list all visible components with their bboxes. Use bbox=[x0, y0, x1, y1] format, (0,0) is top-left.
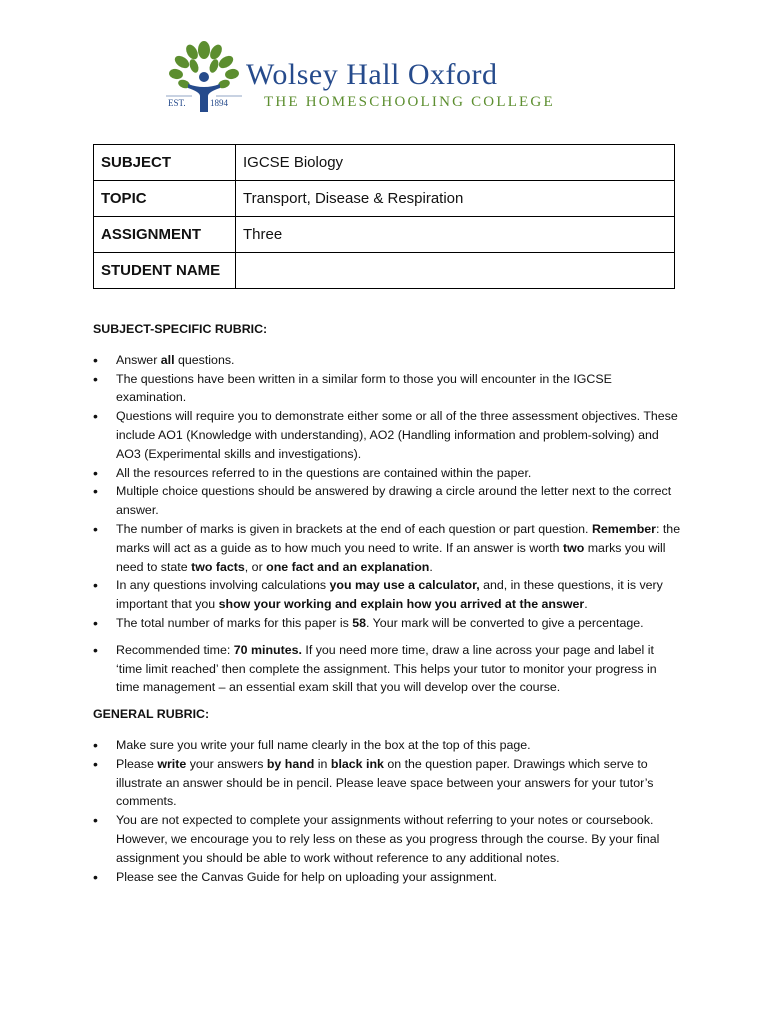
table-row-subject bbox=[94, 145, 675, 181]
topic-label: TOPIC bbox=[94, 181, 236, 217]
student-name-label: STUDENT NAME bbox=[94, 253, 236, 289]
table-row-assignment bbox=[94, 217, 675, 253]
wolsey-hall-logo bbox=[162, 40, 612, 116]
general-rubric-list bbox=[93, 736, 683, 886]
list-item: • Please see the Canvas Guide for help on uploading your assignment. bbox=[93, 868, 683, 887]
table-row-topic bbox=[94, 181, 675, 217]
assignment-label: ASSIGNMENT bbox=[94, 217, 236, 253]
logo-tagline: THE HOMESCHOOLING COLLEGE bbox=[264, 94, 555, 110]
list-item: • All the resources referred to in the questions are contained within the paper. bbox=[93, 464, 683, 483]
list-item: • The total number of marks for this paper is 58. Your mark will be converted to give a percentage. bbox=[93, 614, 683, 633]
list-item: • You are not expected to complete your assignments without referring to your notes or coursebook. However, we encourage you to rely less on these as you progress through the course. By your final assignment you should be able to work without reference to any additional notes. bbox=[93, 811, 683, 867]
subject-rubric-heading: SUBJECT-SPECIFIC RUBRIC: bbox=[93, 322, 268, 336]
student-name-field[interactable] bbox=[236, 253, 675, 289]
assignment-value: Three bbox=[236, 217, 675, 253]
list-item: • Questions will require you to demonstrate either some or all of the three assessment objectives. These include AO1 (Knowledge with understanding), AO2 (Handling information and problem-solving) and AO3 (Experimental skills and investigations). bbox=[93, 407, 683, 463]
list-item: • Make sure you write your full name clearly in the box at the top of this page. bbox=[93, 736, 683, 755]
list-item: • Please write your answers by hand in black ink on the question paper. Drawings which serve to illustrate an answer should be in pencil. Please leave space between your answers for your tutor’s comments. bbox=[93, 755, 683, 811]
logo-year-label: 1894 bbox=[210, 98, 228, 108]
list-item: • The questions have been written in a similar form to those you will encounter in the IGCSE examination. bbox=[93, 370, 683, 408]
list-item: • Answer all questions. bbox=[93, 351, 683, 370]
table-row-student-name bbox=[94, 253, 675, 289]
logo-brand-name: Wolsey Hall Oxford bbox=[246, 58, 498, 91]
logo-est-label: EST. bbox=[168, 98, 186, 108]
general-rubric-heading: GENERAL RUBRIC: bbox=[93, 707, 210, 722]
assignment-info-table bbox=[93, 144, 675, 289]
subject-label: SUBJECT bbox=[94, 145, 236, 181]
list-item: • Recommended time: 70 minutes. If you need more time, draw a line across your page and label it ‘time limit reached’ then complete the assignment. This helps your tutor to monitor your progress in time management – an essential exam skill that you will develop over the course. bbox=[93, 641, 683, 697]
subject-value: IGCSE Biology bbox=[236, 145, 675, 181]
list-item: • Multiple choice questions should be answered by drawing a circle around the letter next to the correct answer. bbox=[93, 482, 683, 520]
list-item: • In any questions involving calculations you may use a calculator, and, in these questions, it is very important that you show your working and explain how you arrived at the answer. bbox=[93, 576, 683, 614]
topic-value: Transport, Disease & Respiration bbox=[236, 181, 675, 217]
rubric-content bbox=[93, 320, 683, 886]
subject-rubric-list bbox=[93, 351, 683, 697]
list-item: • The number of marks is given in brackets at the end of each question or part question. Remember: the marks will act as a guide as to how much you need to write. If an answer is worth two marks you will need to state two facts, or one fact and an explanation. bbox=[93, 520, 683, 576]
